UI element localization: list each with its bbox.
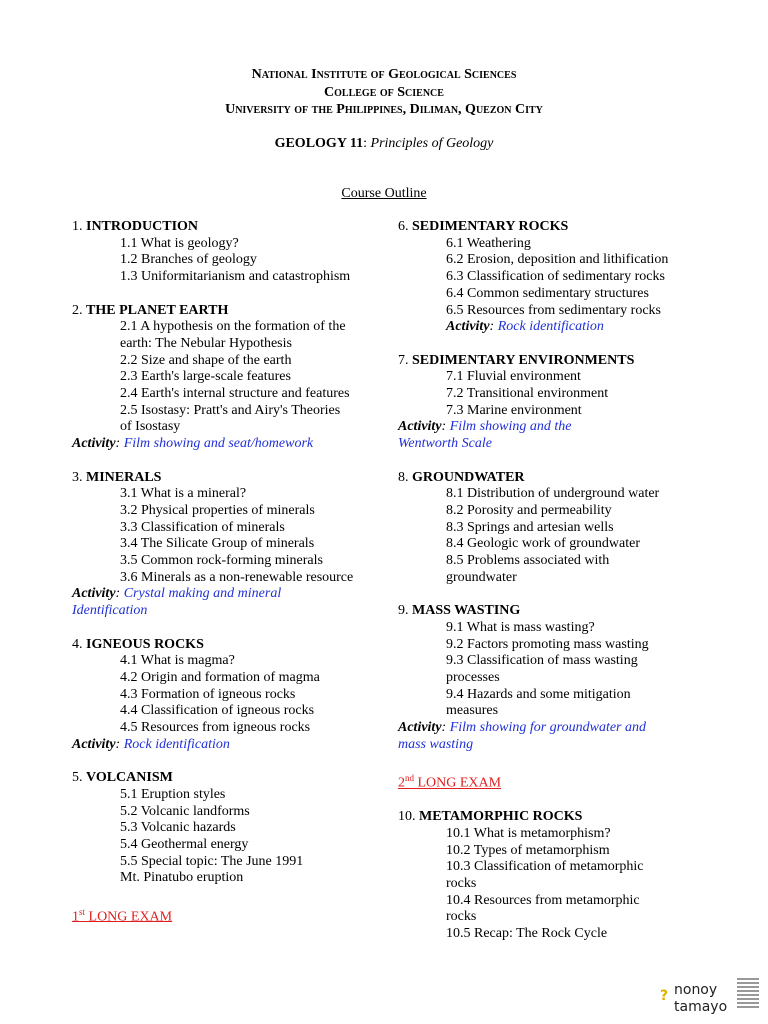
list-item: 10.5 Recap: The Rock Cycle xyxy=(446,926,608,942)
list-item: 7.3 Marine environment xyxy=(446,402,582,418)
right-column xyxy=(398,219,698,960)
second-long-exam: 2nd LONG EXAM xyxy=(398,773,502,791)
list-item: 6.3 Classification of sedimentary rocks xyxy=(446,269,665,285)
list-item: 8.5 Problems associated with xyxy=(446,553,610,569)
list-item: 4.3 Formation of igneous rocks xyxy=(120,686,296,702)
activity-line-cont: Identification xyxy=(72,603,148,619)
section-title: 5. VOLCANISM xyxy=(72,770,173,786)
list-item: 9.1 What is mass wasting? xyxy=(446,619,595,635)
section-introduction xyxy=(72,219,392,286)
list-item: 8.4 Geologic work of groundwater xyxy=(446,536,641,552)
activity-line: Activity: Film showing and the xyxy=(398,419,572,435)
list-item: 4.4 Classification of igneous rocks xyxy=(120,703,315,719)
list-item: 8.1 Distribution of underground water xyxy=(446,486,660,502)
list-item: 2.3 Earth's large-scale features xyxy=(120,369,291,385)
activity-line: Activity: Film showing for groundwater and xyxy=(398,720,646,736)
section-title: 1. INTRODUCTION xyxy=(72,219,199,234)
section-sedimentary-rocks xyxy=(398,219,698,336)
section-mass-wasting xyxy=(398,603,698,753)
activity-line: Activity: Rock identification xyxy=(72,736,230,752)
university-name: University of the Philippines, Diliman, Quezon City xyxy=(225,102,543,117)
list-item: Mt. Pinatubo eruption xyxy=(120,870,244,886)
list-item: 7.2 Transitional environment xyxy=(446,386,609,402)
list-item: 6.4 Common sedimentary structures xyxy=(446,285,649,301)
section-title: 4. IGNEOUS ROCKS xyxy=(72,636,204,652)
list-item: 4.2 Origin and formation of magma xyxy=(120,669,320,685)
list-item: earth: The Nebular Hypothesis xyxy=(120,335,292,351)
list-item: 7.1 Fluvial environment xyxy=(446,369,581,385)
section-title: 7. SEDIMENTARY ENVIRONMENTS xyxy=(398,352,635,368)
list-item: 5.2 Volcanic landforms xyxy=(120,803,250,819)
list-item: 5.3 Volcanic hazards xyxy=(120,820,236,836)
course-code: GEOLOGY 11 xyxy=(274,136,364,151)
list-item: 5.5 Special topic: The June 1991 xyxy=(120,853,304,869)
college-name: College of Science xyxy=(324,85,444,100)
section-metamorphic-rocks xyxy=(398,809,698,943)
list-item: processes xyxy=(446,669,500,685)
list-item: groundwater xyxy=(446,569,517,585)
course-sep: : xyxy=(363,136,371,151)
list-item: 6.2 Erosion, deposition and lithification xyxy=(446,252,669,268)
activity-line: Activity: Crystal making and mineral xyxy=(72,586,282,602)
list-item: 6.5 Resources from sedimentary rocks xyxy=(446,302,661,318)
list-item: 8.2 Porosity and permeability xyxy=(446,502,612,518)
list-item: 2.4 Earth's internal structure and features xyxy=(120,386,350,402)
list-item: 2.1 A hypothesis on the formation of the xyxy=(120,319,346,335)
list-item: 10.1 What is metamorphism? xyxy=(446,825,611,841)
list-item: 10.2 Types of metamorphism xyxy=(446,842,610,858)
section-igneous-rocks xyxy=(72,637,392,754)
list-item: 1.3 Uniformitarianism and catastrophism xyxy=(120,269,351,285)
list-item: 6.1 Weathering xyxy=(446,235,531,251)
list-item: 1.2 Branches of geology xyxy=(120,252,257,268)
list-item: 4.1 What is magma? xyxy=(120,653,235,669)
left-column xyxy=(72,219,392,926)
list-item: 1.1 What is geology? xyxy=(120,235,239,251)
list-item: rocks xyxy=(446,876,477,891)
list-item: 3.4 The Silicate Group of minerals xyxy=(120,536,315,552)
section-minerals xyxy=(72,470,392,620)
course-name: Principles of Geology xyxy=(370,136,494,151)
list-item: 3.1 What is a mineral? xyxy=(120,486,247,502)
section-volcanism xyxy=(72,770,392,887)
activity-line: Activity: Rock identification xyxy=(446,319,604,335)
section-sedimentary-environments xyxy=(398,353,698,453)
list-item: 8.3 Springs and artesian wells xyxy=(446,519,614,535)
activity-line: Activity: Film showing and seat/homework xyxy=(72,436,314,452)
section-title: 2. THE PLANET EARTH xyxy=(72,302,229,318)
list-item: 5.1 Eruption styles xyxy=(120,786,226,802)
list-item: of Isostasy xyxy=(120,419,181,435)
list-item: 3.6 Minerals as a non-renewable resource xyxy=(120,569,354,585)
list-item: 3.5 Common rock-forming minerals xyxy=(120,553,323,569)
list-item: 10.4 Resources from metamorphic xyxy=(446,892,640,908)
watermark-line2: tamayo xyxy=(674,999,728,1015)
list-item: 3.2 Physical properties of minerals xyxy=(120,502,315,518)
question-mark-icon: ? xyxy=(660,988,669,1004)
activity-line-cont: Wentworth Scale xyxy=(398,436,492,452)
watermark-line1: nonoy xyxy=(674,982,718,998)
uploader-watermark xyxy=(660,978,760,1018)
list-item: 3.3 Classification of minerals xyxy=(120,519,285,535)
list-item: 9.4 Hazards and some mitigation xyxy=(446,686,631,702)
section-planet-earth xyxy=(72,303,392,453)
list-item: 2.2 Size and shape of the earth xyxy=(120,352,292,368)
list-item: 4.5 Resources from igneous rocks xyxy=(120,720,311,736)
section-title: 3. MINERALS xyxy=(72,469,162,485)
section-title: 9. MASS WASTING xyxy=(398,603,521,619)
section-title: 6. SEDIMENTARY ROCKS xyxy=(398,219,569,234)
signature-fine-print xyxy=(737,978,759,1016)
list-item: 2.5 Isostasy: Pratt's and Airy's Theories xyxy=(120,402,341,418)
outline-title: Course Outline xyxy=(341,186,427,201)
list-item: rocks xyxy=(446,909,477,925)
list-item: 5.4 Geothermal energy xyxy=(120,836,249,852)
section-groundwater xyxy=(398,470,698,587)
section-title: 10. METAMORPHIC ROCKS xyxy=(398,809,583,825)
list-item: measures xyxy=(446,703,499,719)
activity-line-cont: mass wasting xyxy=(398,736,474,752)
list-item: 9.3 Classification of mass wasting xyxy=(446,653,638,669)
institute-name: National Institute of Geological Sciences xyxy=(251,67,517,82)
list-item: 9.2 Factors promoting mass wasting xyxy=(446,636,649,652)
list-item: 10.3 Classification of metamorphic xyxy=(446,859,644,875)
course-title xyxy=(0,136,768,152)
section-title: 8. GROUNDWATER xyxy=(398,469,525,485)
first-long-exam: 1st LONG EXAM xyxy=(72,906,173,925)
